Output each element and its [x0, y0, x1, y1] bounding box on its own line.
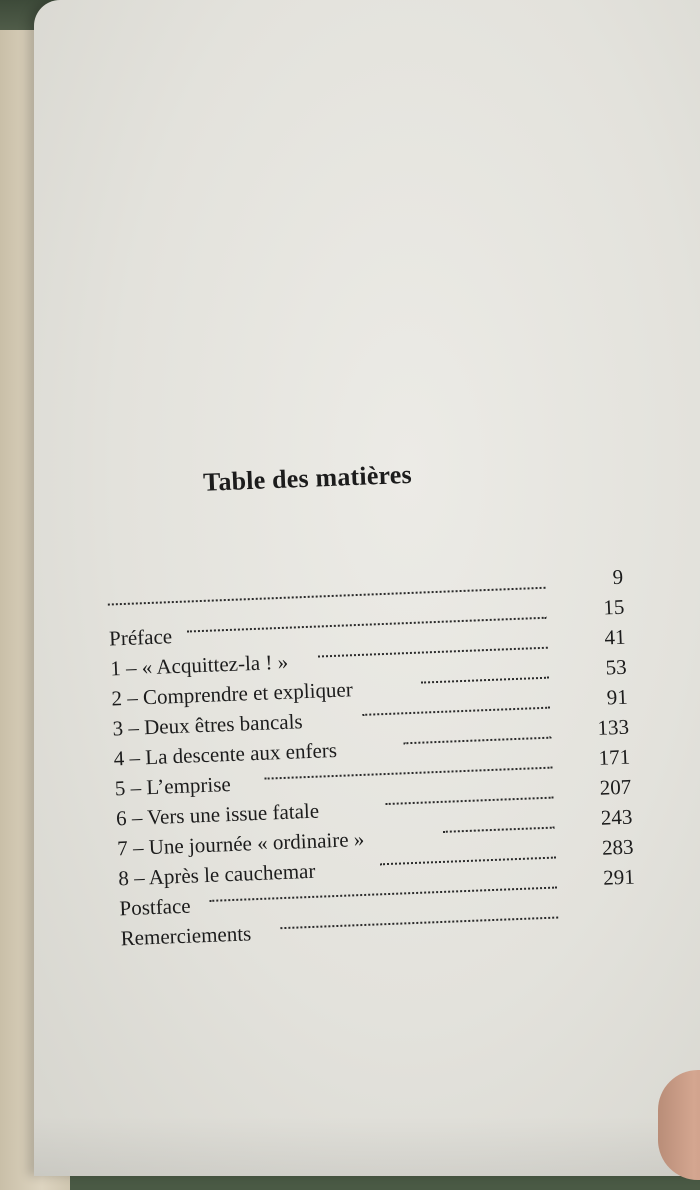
- toc-page-number: 91: [606, 684, 629, 710]
- toc-page-number: 15: [602, 594, 625, 620]
- toc-page-number: 283: [601, 834, 634, 860]
- toc-page-number: 291: [602, 864, 636, 890]
- toc-title: Table des matières: [202, 459, 413, 497]
- toc-page-number: 171: [598, 744, 631, 770]
- toc-page-number: 243: [600, 804, 633, 830]
- toc-entry-label: Postface: [119, 893, 192, 921]
- toc-dot-leader: [318, 647, 548, 658]
- toc-entry-label: Remerciements: [120, 921, 252, 951]
- toc-dot-leader: [108, 587, 546, 606]
- toc-page-number: 9: [612, 564, 624, 590]
- toc-page-number: 53: [605, 654, 628, 680]
- toc-entry-label: 8 – Après le cauchemar: [117, 858, 316, 891]
- toc-entry-label: 2 – Comprendre et expliquer: [110, 677, 354, 711]
- toc-entry-label: 4 – La descente aux enfers: [113, 737, 338, 771]
- toc-entry-label: 7 – Une journée « ordinaire »: [116, 826, 365, 861]
- toc-dot-leader: [403, 737, 551, 745]
- toc-entry-label: 6 – Vers une issue fatale: [115, 798, 320, 831]
- toc-page-number: 41: [604, 624, 626, 650]
- toc-dot-leader: [386, 797, 554, 805]
- toc-list: [108, 564, 637, 956]
- toc-dot-leader: [265, 767, 553, 780]
- toc-entry-label: Préface: [108, 624, 173, 651]
- toc-page-number: 133: [596, 714, 630, 740]
- toc-dot-leader: [362, 707, 550, 716]
- toc-page-number: 207: [599, 774, 632, 800]
- toc-dot-leader: [380, 857, 556, 866]
- toc-dot-leader: [421, 677, 549, 684]
- toc-dot-leader: [280, 917, 558, 930]
- toc-entry-label: 3 – Deux êtres bancals: [112, 709, 304, 741]
- toc-entry-label: 1 – « Acquittez-la ! »: [109, 649, 289, 681]
- toc-dot-leader: [443, 827, 555, 833]
- toc-entry-label: 5 – L’emprise: [114, 771, 232, 801]
